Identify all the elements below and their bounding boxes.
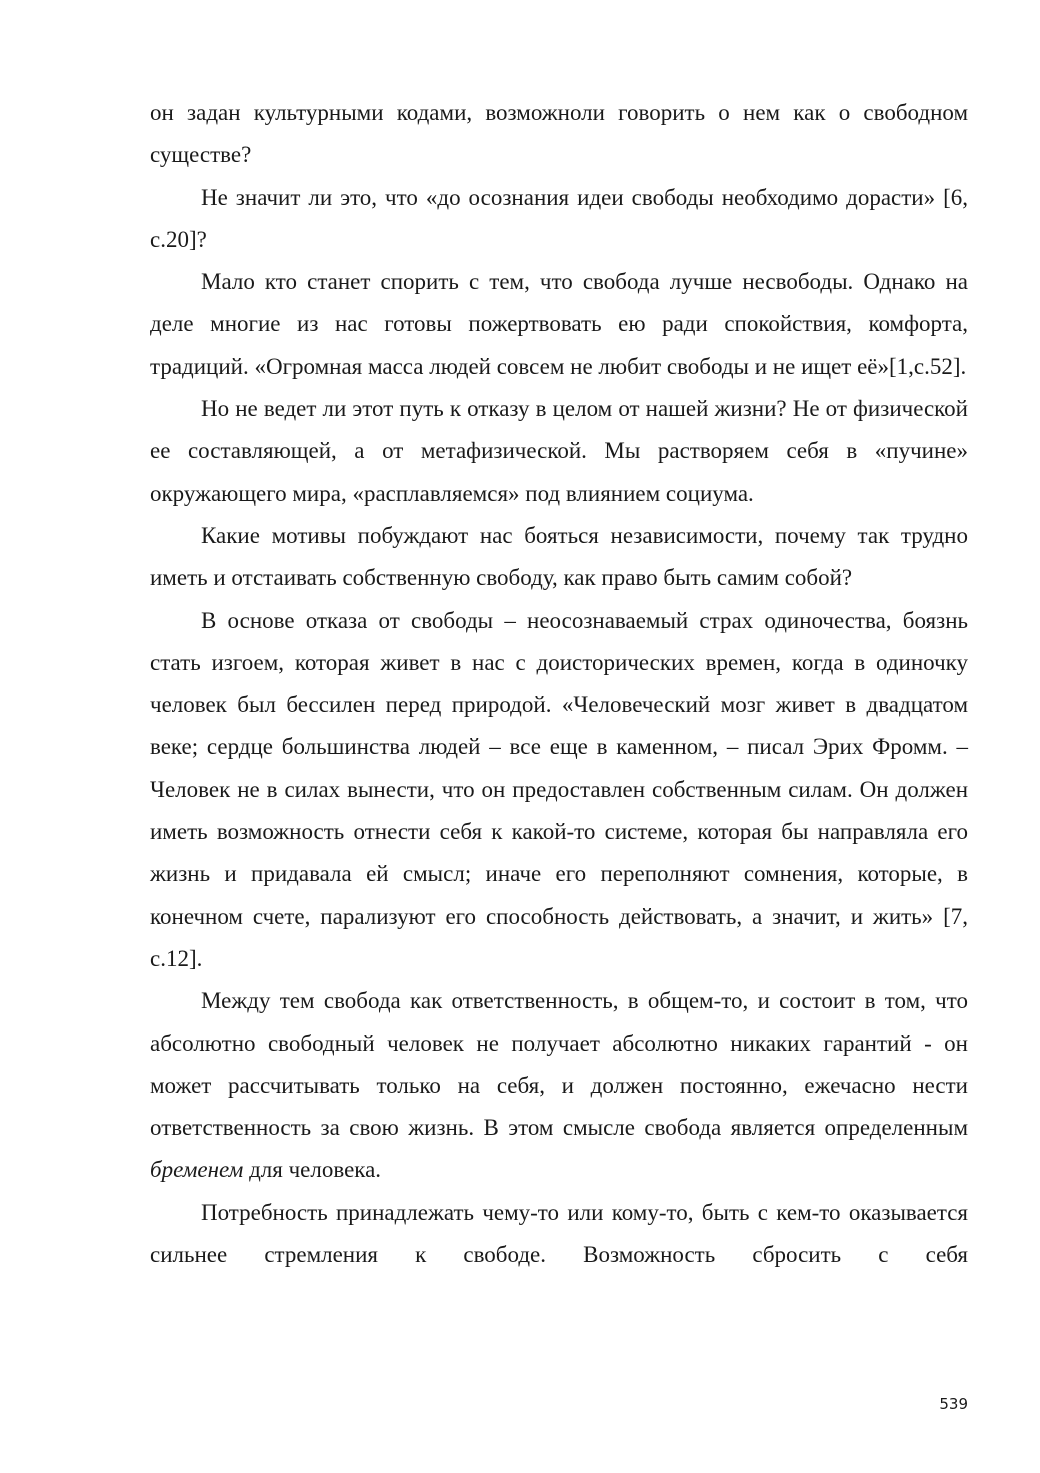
paragraph-2: Не значит ли это, что «до осознания идеи свободы необходимо дорасти» [6, с.20]? [150,184,968,252]
paragraph-6: В основе отказа от свободы – неосознаваемый страх одиночества, боязнь стать изгоем, которая живет в нас с доисторических времен, когда в одиночку человек был бессилен перед природой. «Человеческий мозг живет в двадцатом веке; сердце большинства людей – все еще в каменном, – писал Эрих Фромм. – Человек не в силах вынести, что он предоставлен собственным силам. Он должен иметь возможность отнести себя к какой-то системе, которая бы направляла его жизнь и придавала ей смысл; иначе его переполняют сомнения, которые, в конечном счете, парализуют его способность действовать, а значит, и жить» [7, с.12]. [150,607,968,971]
paragraph-7-text-after: для человека. [243,1157,382,1183]
paragraph-7 [150,980,968,1191]
paragraph-4: Но не ведет ли этот путь к отказу в целом от нашей жизни? Не от физической ее составляющей, а от метафизической. Мы растворяем себя в «пучине» окружающего мира, «расплавляемся» под влиянием социума. [150,396,968,506]
paragraph-5: Какие мотивы побуждают нас бояться независимости, почему так трудно иметь и отстаивать собственную свободу, как право быть самим собой? [150,522,968,591]
body-text [150,92,968,1276]
paragraph-8: Потребность принадлежать чему-то или кому-то, быть с кем-то оказывается сильнее стремления к свободе. Возможность сбросить с себя [150,1199,968,1268]
paragraph-7-emphasis: бременем [150,1157,244,1183]
paragraph-1: он задан культурными кодами, возможноли говорить о нем как о свободном существе? [150,100,968,168]
paragraph-3: Мало кто станет спорить с тем, что свобода лучше несвободы. Однако на деле многие из нас готовы пожертвовать ею ради спокойствия, комфорта, традиций. «Огромная масса людей совсем не любит свободы и не ищет её»[1,с.52]. [150,269,968,379]
paragraph-7-text-before: Между тем свобода как ответственность, в общем-то, и состоит в том, что абсолютно свободный человек не получает абсолютно никаких гарантий - он может рассчитывать только на себя, и должен постоянно, ежечасно нести ответственность за свою жизнь. В этом смысле свобода является определенным [150,988,968,1141]
page-number: 539 [939,1395,968,1413]
